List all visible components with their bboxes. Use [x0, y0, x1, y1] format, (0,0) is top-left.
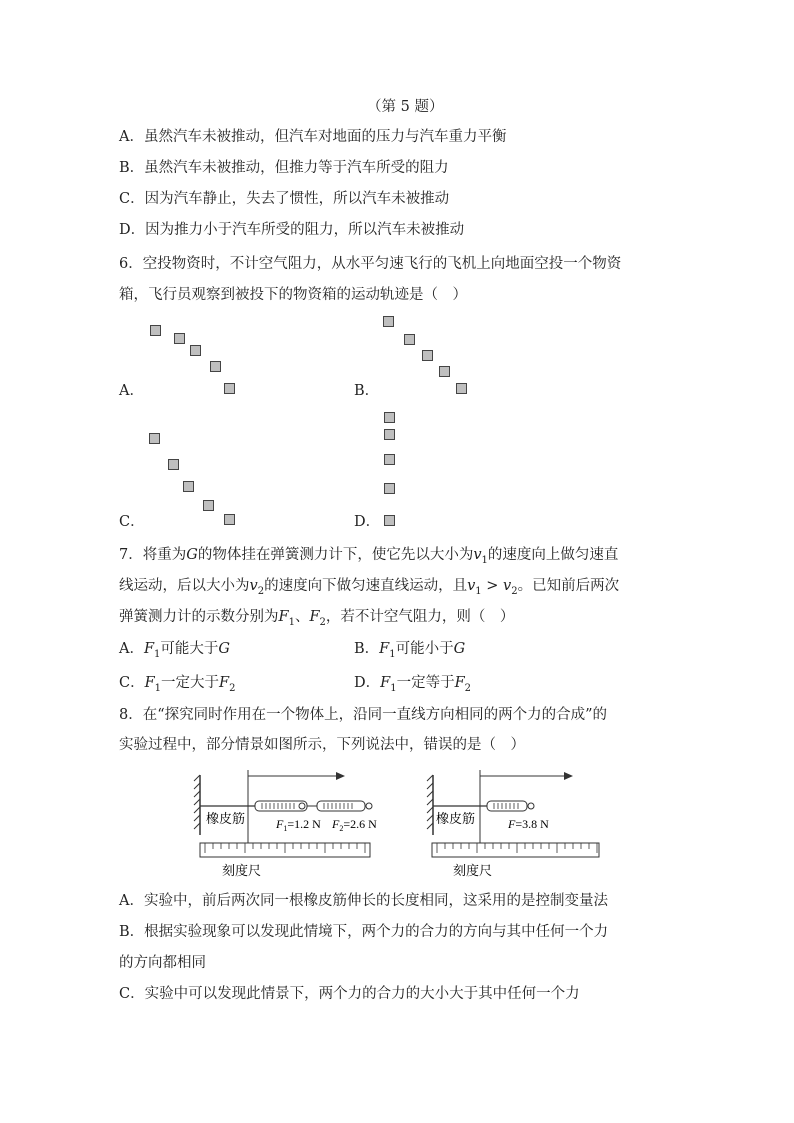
q5-option-d[interactable]: D．因为推力小于汽车所受的阻力，所以汽车未被推动 [119, 222, 465, 238]
crate-icon [404, 334, 415, 345]
crate-icon [384, 412, 395, 423]
crate-icon [224, 514, 235, 525]
q5-option-c[interactable]: C．因为汽车静止，失去了惯性，所以汽车未被推动 [119, 191, 450, 207]
q8-stem-line2: 实验过程中，部分情景如图所示，下列说法中，错误的是（ ） [119, 737, 525, 753]
q6-stem-line2: 箱，飞行员观察到被投下的物资箱的运动轨迹是（ ） [119, 287, 467, 303]
q8-stem-line1: 8．在“探究同时作用在一个物体上，沿同一直线方向相同的两个力的合成”的 [119, 707, 608, 723]
q6-option-d-label[interactable]: D． [354, 514, 381, 530]
rubber-band-label-right: 橡皮筋 [436, 811, 476, 826]
q7-stem-line1: 7．将重为G的物体挂在弹簧测力计下，使它先以大小为$v_1$的速度向上做匀速直 [119, 547, 619, 566]
right-panel [427, 770, 599, 878]
figure-caption-q5: （第 5 题） [367, 99, 444, 115]
wall-hatch [427, 775, 433, 829]
force-label-f2: $F_2=2.6$ N [332, 817, 377, 833]
q5-option-a[interactable]: A．虽然汽车未被推动，但汽车对地面的压力与汽车重力平衡 [119, 129, 507, 145]
crate-icon [224, 383, 235, 394]
scale-ring-icon [366, 803, 372, 809]
crate-icon [203, 500, 214, 511]
crate-icon [210, 361, 221, 372]
q7-option-b[interactable]: B．$F_1$可能小于G [354, 641, 466, 660]
crate-icon [384, 454, 395, 465]
arrow-head-icon [336, 772, 345, 780]
ruler-label-right: 刻度尺 [453, 863, 493, 878]
scale-ring-icon [528, 803, 534, 809]
wall-hatch [194, 775, 200, 829]
q8-option-b-line1[interactable]: B．根据实验现象可以发现此情境下，两个力的合力的方向与其中任何一个力 [119, 924, 609, 940]
crate-icon [383, 316, 394, 327]
q6-option-c-label[interactable]: C． [119, 514, 145, 530]
crate-icon [168, 459, 179, 470]
rubber-band-label-left: 橡皮筋 [206, 811, 246, 826]
q8-option-c[interactable]: C．实验中可以发现此情景下，两个力的合力的大小大于其中任何一个力 [119, 986, 580, 1002]
crate-icon [422, 350, 433, 361]
ruler-right [432, 843, 599, 857]
q5-option-b[interactable]: B．虽然汽车未被推动，但推力等于汽车所受的阻力 [119, 160, 449, 176]
crate-icon [149, 433, 160, 444]
q7-stem-line3: 弹簧测力计的示数分别为$F_1$、$F_2$，若不计空气阻力，则（ ） [119, 609, 515, 628]
crate-icon [456, 383, 467, 394]
crate-icon [150, 325, 161, 336]
q8-experiment-figure [190, 765, 610, 880]
force-label-f1: $F_1=1.2$ N [276, 817, 321, 833]
spring-scale [487, 801, 527, 811]
q8-option-b-line2[interactable]: 的方向都相同 [119, 955, 206, 971]
crate-icon [439, 366, 450, 377]
q8-option-a[interactable]: A．实验中，前后两次同一根橡皮筋伸长的长度相同，这采用的是控制变量法 [119, 893, 608, 909]
q7-option-d[interactable]: D．$F_1$一定等于$F_2$ [354, 675, 472, 694]
q7-option-c[interactable]: C．$F_1$一定大于$F_2$ [119, 675, 236, 694]
crate-icon [384, 515, 395, 526]
q7-option-a[interactable]: A．$F_1$可能大于G [119, 641, 231, 660]
crate-icon [183, 481, 194, 492]
scale-ring-icon [299, 803, 305, 809]
crate-icon [190, 345, 201, 356]
q6-option-a-label[interactable]: A． [119, 383, 144, 399]
q6-stem-line1: 6．空投物资时，不计空气阻力，从水平匀速飞行的飞机上向地面空投一个物资 [119, 256, 622, 272]
crate-icon [384, 429, 395, 440]
q6-option-b-label[interactable]: B． [354, 383, 380, 399]
force-label-f: F=3.8 N [508, 817, 549, 831]
arrow-head-icon [564, 772, 573, 780]
left-panel [194, 770, 377, 878]
ruler-label-left: 刻度尺 [222, 863, 262, 878]
crate-icon [174, 333, 185, 344]
q7-stem-line2: 线运动，后以大小为$v_2$的速度向下做匀速直线运动，且$v_1 > v_2$。已知前后两次 [119, 578, 620, 597]
crate-icon [384, 483, 395, 494]
